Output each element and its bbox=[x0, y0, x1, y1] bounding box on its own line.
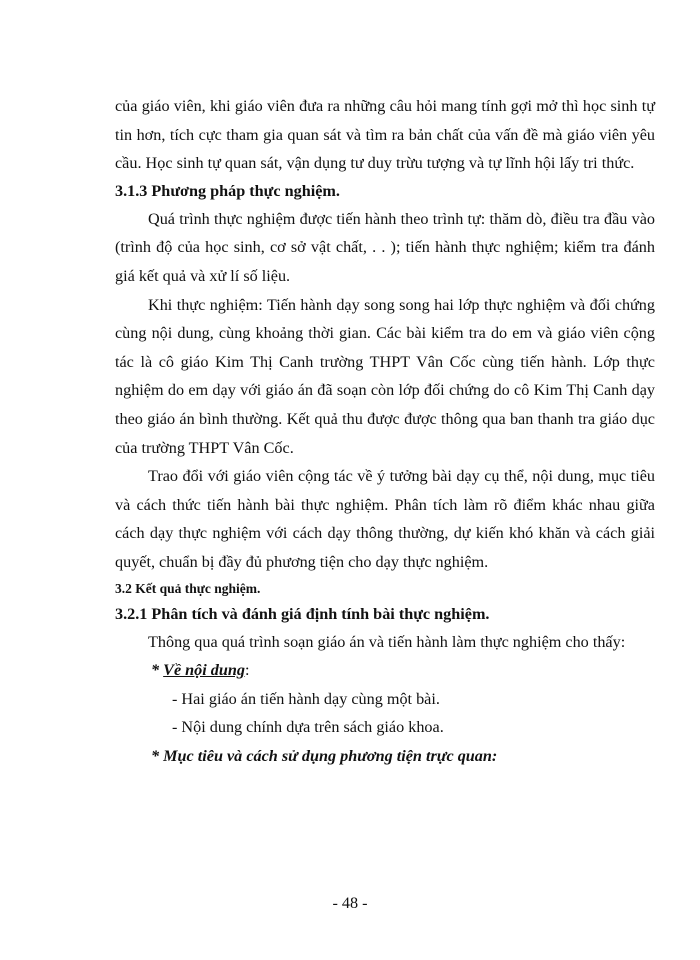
section-3-1-3-title: 3.1.3 Phương pháp thực nghiệm. bbox=[115, 181, 340, 200]
section-3-1-3-paragraph-3: Trao đổi với giáo viên cộng tác về ý tưởng bài dạy cụ thể, nội dung, mục tiêu và cách thức tiến hành bài thực nghiệm. Phân tích làm rõ điểm khác nhau giữa cách dạy thực nghiệm với cách dạy thông thường, dự kiến khó khăn và cách giải quyết, chuẩn bị đầy đủ phương tiện cho dạy thực nghiệm. bbox=[115, 467, 655, 571]
objective-heading: * Mục tiêu và cách sử dụng phương tiện trực quan: bbox=[151, 746, 498, 765]
content-bullet-1: - Hai giáo án tiến hành dạy cùng một bài. bbox=[172, 689, 440, 708]
section-3-1-3-paragraph-2: Khi thực nghiệm: Tiến hành dạy song song hai lớp thực nghiệm và đối chứng cùng nội dung, cùng khoảng thời gian. Các bài kiểm tra do em và giáo viên cộng tác là cô giáo Kim Thị Canh trường THPT Vân Cốc cùng tiến hành. Lớp thực nghiệm do em dạy với giáo án đã soạn còn lớp đối chứng do cô Kim Thị Canh dạy theo giáo án bình thường. Kết quả thu được được thông qua ban thanh tra giáo dục của trường THPT Vân Cốc. bbox=[115, 295, 655, 457]
content-bullet-2: - Nội dung chính dựa trên sách giáo khoa. bbox=[172, 718, 444, 737]
content-heading-text: Về nội dung bbox=[163, 661, 246, 680]
content-heading-prefix: * bbox=[151, 661, 164, 680]
section-3-2-1-title: 3.2.1 Phân tích và đánh giá định tính bài thực nghiệm. bbox=[115, 604, 490, 623]
content-heading bbox=[151, 656, 655, 685]
content-heading-suffix: : bbox=[245, 661, 250, 680]
section-3-1-3-paragraph-1: Quá trình thực nghiệm được tiến hành theo trình tự: thăm dò, điều tra đầu vào (trình độ của học sinh, cơ sở vật chất, . . ); tiến hành thực nghiệm; kiểm tra đánh giá kết quả và xử lí số liệu. bbox=[115, 209, 655, 285]
document-page bbox=[115, 92, 655, 770]
section-3-2-title: 3.2 Kết quả thực nghiệm. bbox=[115, 580, 261, 596]
intro-paragraph: của giáo viên, khi giáo viên đưa ra những câu hỏi mang tính gợi mở thì học sinh tự tin hơn, tích cực tham gia quan sát và tìm ra bản chất của vấn đề mà giáo viên yêu cầu. Học sinh tự quan sát, vận dụng tư duy trừu tượng và tự lĩnh hội lấy tri thức. bbox=[115, 97, 655, 173]
section-3-2-1-intro: Thông qua quá trình soạn giáo án và tiến hành làm thực nghiệm cho thấy: bbox=[148, 632, 626, 651]
page-number: - 48 - bbox=[332, 894, 368, 912]
